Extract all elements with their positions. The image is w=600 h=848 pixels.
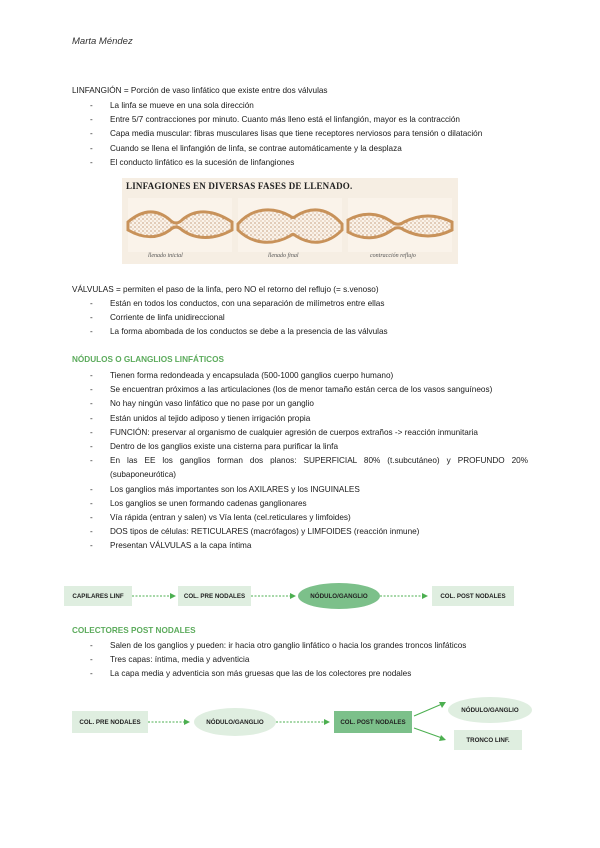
colectores-heading: COLECTORES POST NODALES <box>72 626 196 635</box>
flow2-node-ganglio: NÓDULO/GANGLIO <box>194 708 276 736</box>
flow2-node-pre-nodales: COL. PRE NODALES <box>72 711 148 733</box>
list-item: - En las EE los ganglios forman dos planos: SUPERFICIAL 80% (t.subcutáneo) y PROFUNDO 20% (subaponeurótica) <box>72 454 528 482</box>
flow1-node-capilares: CAPILARES LINF <box>64 586 132 606</box>
list-item: - Presentan VÁLVULAS a la capa íntima <box>72 539 528 553</box>
flow1-node-pre-nodales: COL. PRE NODALES <box>178 586 251 606</box>
list-item: - La capa media y adventicia son más gruesas que las de los colectores pre nodales <box>72 667 528 681</box>
flow1-node-ganglio: NÓDULO/GANGLIO <box>298 583 380 609</box>
list-item: - DOS tipos de células: RETICULARES (macrófagos) y LIMFOIDES (reacción inmune) <box>72 525 528 539</box>
list-item: - Dentro de los ganglios existe una cisterna para purificar la linfa <box>72 440 528 454</box>
caption-1: llenado inicial <box>148 253 183 259</box>
list-item: - FUNCIÓN: preservar al organismo de cualquier agresión de cuerpos extraños -> reacción inmunitaria <box>72 426 528 440</box>
list-item: - Están unidos al tejido adiposo y tienen irrigación propia <box>72 412 528 426</box>
list-item: - Los ganglios más importantes son los AXILARES y los INGUINALES <box>72 483 528 497</box>
list-item: - Están en todos los conductos, con una separación de milímetros entre ellas <box>72 297 528 311</box>
list-item: - Los ganglios se unen formando cadenas ganglionares <box>72 497 528 511</box>
list-item: - Salen de los ganglios y pueden: ir hacia otro ganglio linfático o hacia los grandes troncos linfáticos <box>72 639 528 653</box>
illustration-title: LINFAGIONES EN DIVERSAS FASES DE LLENADO. <box>126 181 353 191</box>
colectores-list <box>72 639 528 682</box>
flow1-node-post-nodales: COL. POST NODALES <box>432 586 514 606</box>
nodulos-heading: NÓDULOS O GLANGLIOS LINFÁTICOS <box>72 355 224 364</box>
list-item: - La forma abombada de los conductos se debe a la presencia de las válvulas <box>72 325 528 339</box>
list-item: - No hay ningún vaso linfático que no pase por un ganglio <box>72 397 528 411</box>
list-item: - Vía rápida (entran y salen) vs Vía lenta (cel.reticulares y limfoides) <box>72 511 528 525</box>
list-item: - Tres capas: íntima, media y adventicia <box>72 653 528 667</box>
list-item: - El conducto linfático es la sucesión de linfangiones <box>72 156 528 170</box>
list-item: - Cuando se llena el linfangión de linfa, se contrae automáticamente y la desplaza <box>72 142 528 156</box>
linfangion-definition: LINFANGIÓN = Porción de vaso linfático que existe entre dos válvulas <box>72 86 328 95</box>
author-name: Marta Méndez <box>72 36 133 47</box>
list-item: - Tienen forma redondeada y encapsulada (500-1000 ganglios cuerpo humano) <box>72 369 528 383</box>
list-item: - Entre 5/7 contracciones por minuto. Cuanto más lleno está el linfangión, mayor es la contracción <box>72 113 528 127</box>
list-item: - Capa media muscular: fibras musculares lisas que tiene receptores nerviosos para tensión o dilatación <box>72 127 528 141</box>
caption-2: llenado final <box>268 253 299 259</box>
flow2-node-ganglio-branch: NÓDULO/GANGLIO <box>448 697 532 723</box>
list-item: - La linfa se mueve en una sola dirección <box>72 99 528 113</box>
list-item: - Se encuentran próximos a las articulaciones (los de menor tamaño están cerca de los vasos sanguíneos) <box>72 383 528 397</box>
caption-3: contracción reflujo <box>370 253 416 259</box>
list-item: - Corriente de linfa unidireccional <box>72 311 528 325</box>
valvulas-definition: VÁLVULAS = permiten el paso de la linfa, pero NO el retorno del reflujo (= s.venoso) <box>72 285 379 294</box>
flow2-node-tronco: TRONCO LINF. <box>454 730 522 750</box>
flow2-node-post-nodales: COL. POST NODALES <box>334 711 412 733</box>
